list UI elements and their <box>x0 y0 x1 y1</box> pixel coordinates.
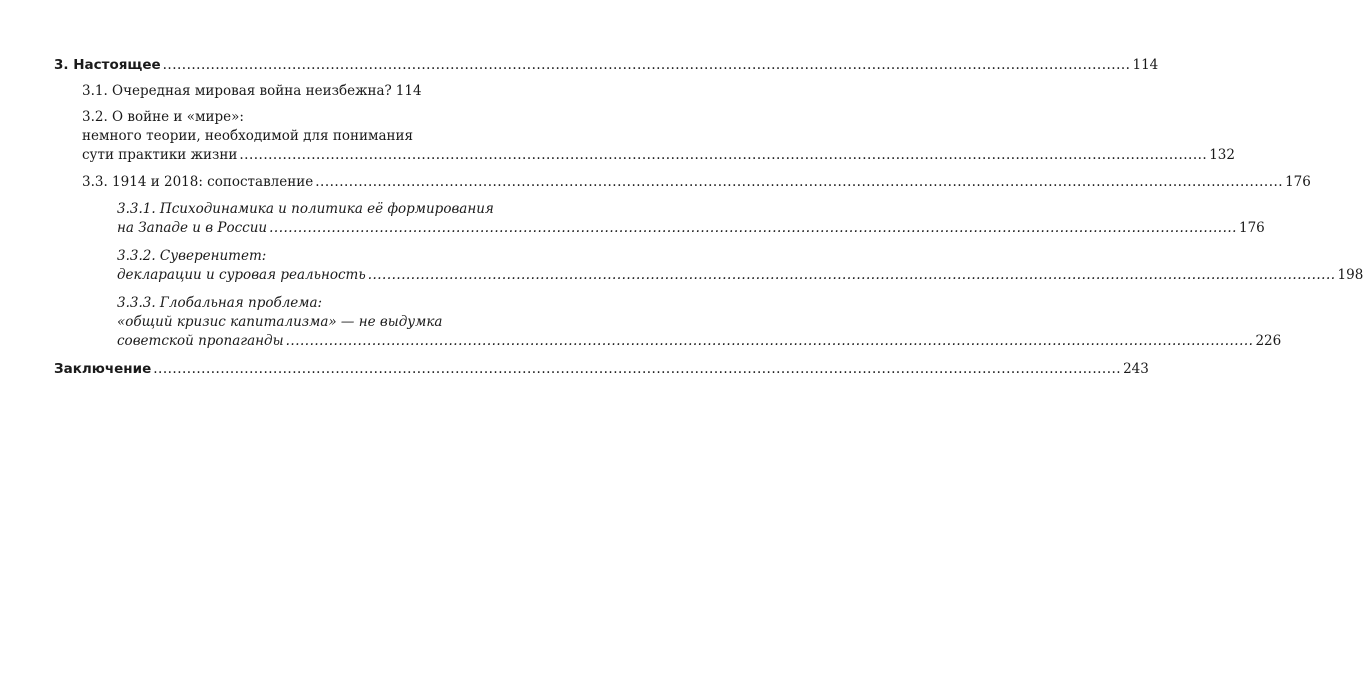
toc-page-number: 226 <box>1255 333 1282 349</box>
toc-entry-3-1 <box>54 82 422 101</box>
toc-entry-title-line: 3.3.2. Суверенитет: <box>117 248 267 264</box>
toc-page-number: 114 <box>395 83 422 99</box>
toc-page-number: 198 <box>1337 267 1363 283</box>
toc-entry-title: 3.3. 1914 и 2018: сопоставление <box>82 174 314 190</box>
toc-entry-title-line: немного теории, необходимой для понимания <box>82 128 414 144</box>
dot-leader <box>286 332 1254 351</box>
dot-leader <box>239 146 1207 165</box>
toc-page-number: 114 <box>1132 57 1159 73</box>
dot-leader <box>163 56 1131 75</box>
toc-entry-title-line: на Западе и в России <box>117 220 268 236</box>
toc-entry-title: Заключение <box>54 361 152 377</box>
toc-entry-3-3-3 <box>54 294 1282 351</box>
dot-leader <box>368 266 1336 285</box>
toc-entry-title: 3.1. Очередная мировая война неизбежна? <box>82 83 392 99</box>
toc-entry-title-line: 3.2. О войне и «мире»: <box>82 109 244 125</box>
toc-entry-3-3-1 <box>54 200 1265 238</box>
dot-leader <box>269 219 1237 238</box>
toc-page-number: 132 <box>1209 147 1235 163</box>
dot-leader <box>315 173 1283 192</box>
toc-entry-title: 3. Настоящее <box>54 57 161 73</box>
toc-entry-title-line: сути практики жизни <box>82 147 238 163</box>
toc-entry-title-line: 3.3.3. Глобальная проблема: <box>117 295 323 311</box>
toc-entry-conclusion <box>54 360 1149 379</box>
toc-page-number: 176 <box>1285 174 1311 190</box>
toc-entry-title-line: 3.3.1. Психодинамика и политика её формирования <box>117 201 494 217</box>
toc-entry-3-3 <box>54 173 1311 192</box>
table-of-contents <box>54 56 1363 379</box>
toc-entry-title-line: декларации и суровая реальность <box>117 267 366 283</box>
toc-entry-title-line: «общий кризис капитализма» — не выдумка <box>117 314 443 330</box>
toc-page-number: 176 <box>1238 220 1265 236</box>
toc-entry-chapter-3 <box>54 56 1159 75</box>
toc-entry-3-3-2 <box>54 247 1363 285</box>
toc-entry-3-2 <box>54 108 1235 165</box>
dot-leader <box>153 360 1121 379</box>
toc-entry-title-line: советской пропаганды <box>117 333 284 349</box>
toc-page-number: 243 <box>1123 361 1149 377</box>
